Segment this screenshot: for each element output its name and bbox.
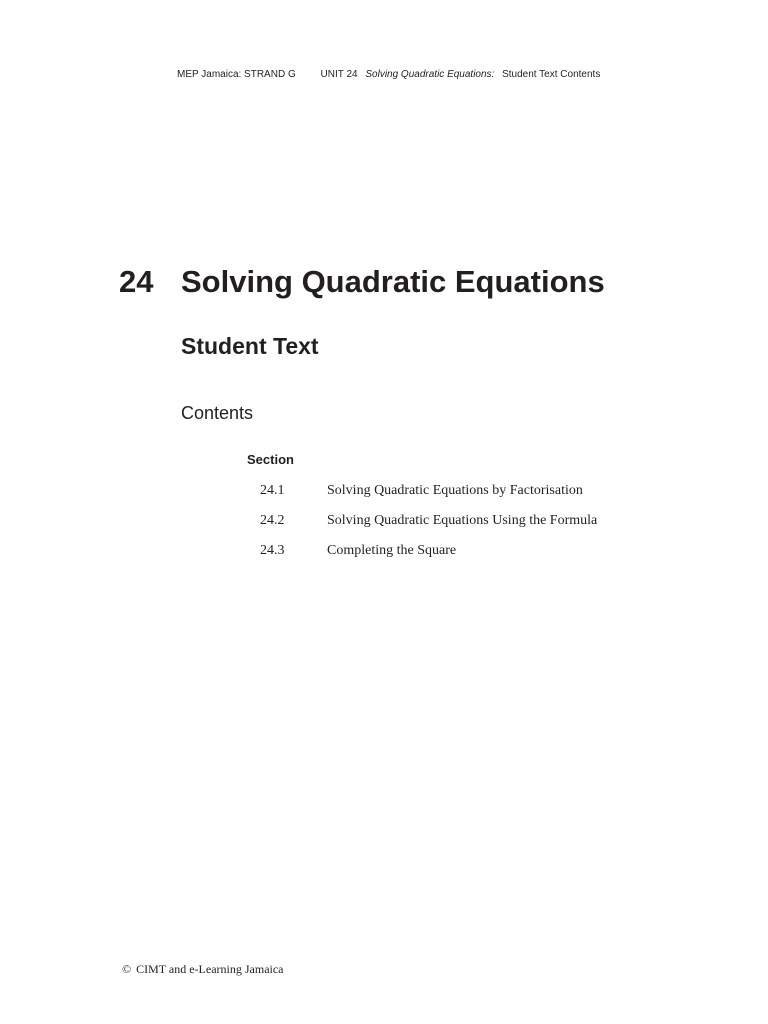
contents-heading: Contents: [181, 403, 254, 423]
header-suffix: Student Text Contents: [502, 69, 601, 80]
toc-section-title: Solving Quadratic Equations Using the Formula: [327, 513, 598, 528]
page-title: Solving Quadratic Equations: [181, 264, 605, 299]
copyright-footer: [122, 962, 284, 977]
toc-section-number: 24.2: [260, 513, 285, 528]
header-unit: UNIT 24: [320, 69, 358, 80]
section-column-header: Section: [247, 452, 294, 467]
toc-row: [260, 511, 597, 541]
header-strand: MEP Jamaica: STRAND G: [177, 69, 296, 80]
toc-row: [260, 481, 597, 511]
toc-section-title: Solving Quadratic Equations by Factorisation: [327, 483, 583, 498]
unit-number: 24: [119, 264, 154, 299]
table-of-contents: [260, 481, 597, 571]
toc-row: [260, 541, 597, 571]
toc-section-number: 24.1: [260, 483, 285, 498]
header-unit-topic: Solving Quadratic Equations:: [365, 69, 495, 80]
toc-section-title: Completing the Square: [327, 543, 457, 558]
copyright-symbol: ©: [122, 962, 132, 976]
copyright-text: CIMT and e-Learning Jamaica: [136, 962, 284, 976]
toc-section-number: 24.3: [260, 543, 285, 558]
page-subtitle: Student Text: [181, 333, 319, 359]
running-header: [177, 69, 600, 81]
